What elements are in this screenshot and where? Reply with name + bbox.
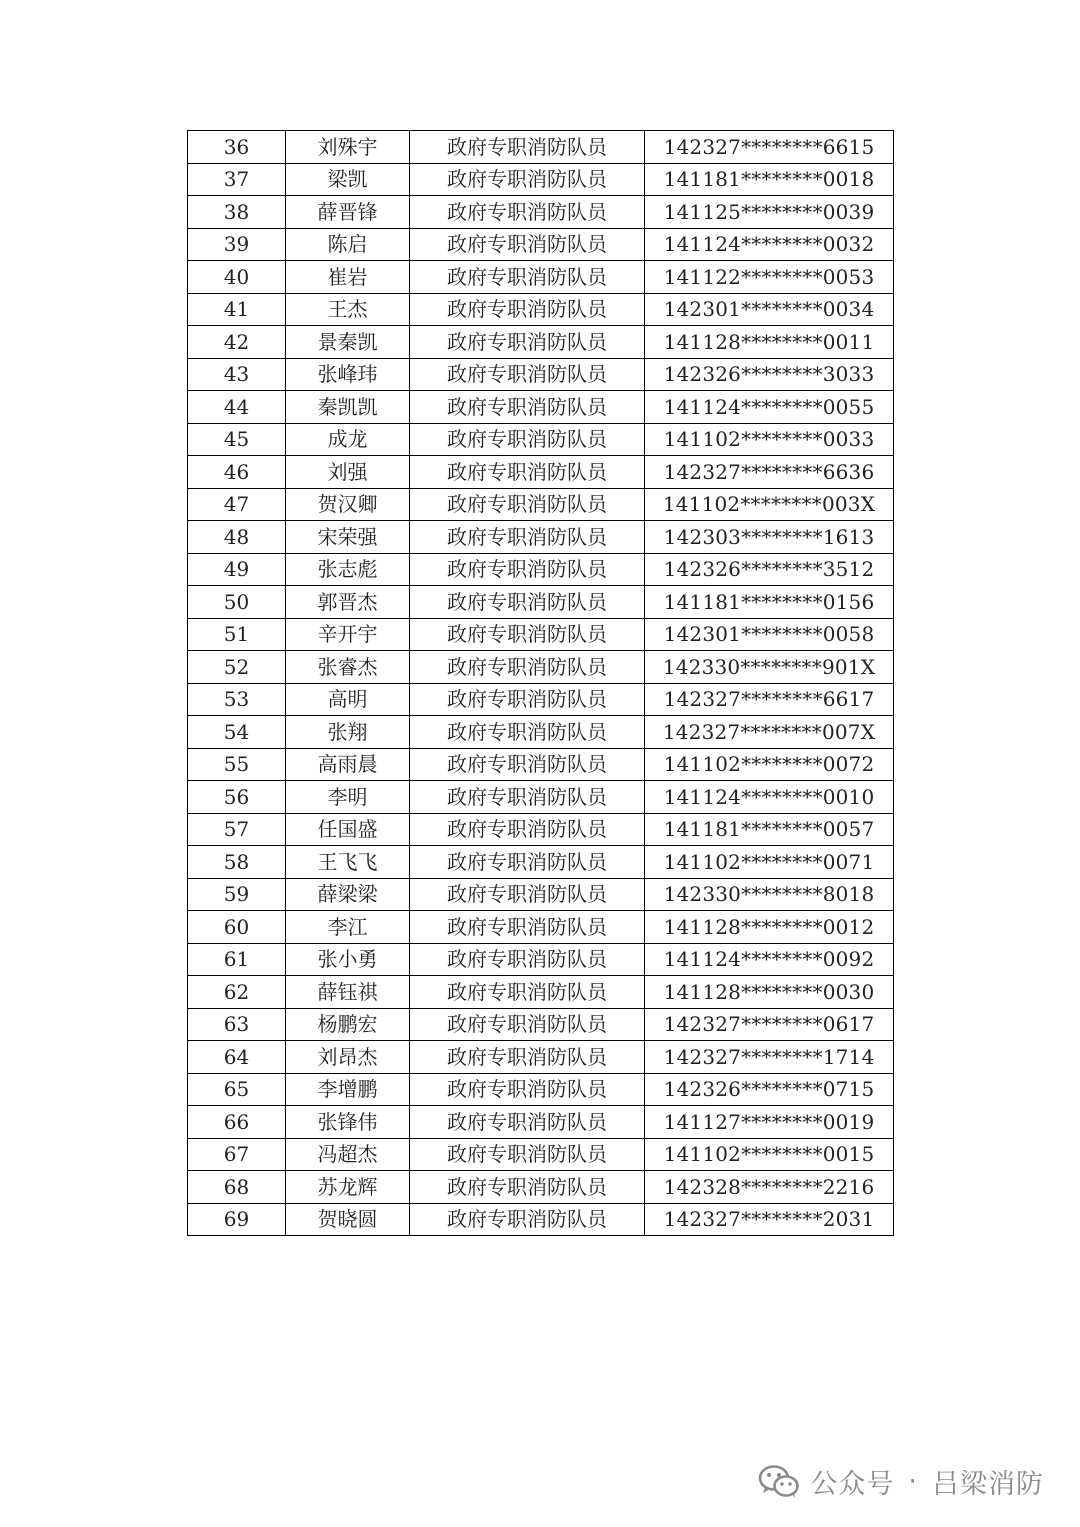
- member-id-number: 142328********2216: [645, 1171, 894, 1204]
- member-id-number: 141128********0011: [645, 326, 894, 359]
- member-id-number: 141102********0072: [645, 748, 894, 781]
- member-name: 薛梁梁: [286, 878, 410, 911]
- table-row: [188, 781, 894, 814]
- member-role: 政府专职消防队员: [410, 651, 645, 684]
- member-role: 政府专职消防队员: [410, 846, 645, 879]
- row-number: 63: [188, 1008, 286, 1041]
- member-id-number: 142301********0034: [645, 293, 894, 326]
- member-name: 苏龙辉: [286, 1171, 410, 1204]
- watermark-separator: ·: [908, 1466, 918, 1497]
- row-number: 53: [188, 683, 286, 716]
- member-name: 崔岩: [286, 261, 410, 294]
- member-name: 秦凯凯: [286, 391, 410, 424]
- member-role: 政府专职消防队员: [410, 911, 645, 944]
- roster-table: [187, 130, 894, 1236]
- table-row: [188, 683, 894, 716]
- table-row: [188, 228, 894, 261]
- member-name: 高雨晨: [286, 748, 410, 781]
- member-id-number: 142327********007X: [645, 716, 894, 749]
- row-number: 64: [188, 1041, 286, 1074]
- member-role: 政府专职消防队员: [410, 326, 645, 359]
- member-id-number: 142330********901X: [645, 651, 894, 684]
- row-number: 62: [188, 976, 286, 1009]
- table-row: [188, 586, 894, 619]
- member-name: 李增鹏: [286, 1073, 410, 1106]
- table-row: [188, 911, 894, 944]
- member-name: 杨鹏宏: [286, 1008, 410, 1041]
- row-number: 59: [188, 878, 286, 911]
- member-id-number: 142327********6636: [645, 456, 894, 489]
- member-id-number: 141127********0019: [645, 1106, 894, 1139]
- row-number: 44: [188, 391, 286, 424]
- member-role: 政府专职消防队员: [410, 1106, 645, 1139]
- table-row: [188, 1203, 894, 1236]
- member-name: 张小勇: [286, 943, 410, 976]
- member-id-number: 141181********0057: [645, 813, 894, 846]
- member-id-number: 141181********0018: [645, 163, 894, 196]
- member-id-number: 141102********0015: [645, 1138, 894, 1171]
- member-id-number: 142303********1613: [645, 521, 894, 554]
- member-role: 政府专职消防队员: [410, 488, 645, 521]
- member-id-number: 142327********0617: [645, 1008, 894, 1041]
- member-id-number: 141124********0010: [645, 781, 894, 814]
- member-role: 政府专职消防队员: [410, 748, 645, 781]
- roster-table-body: [188, 131, 894, 1236]
- row-number: 60: [188, 911, 286, 944]
- row-number: 50: [188, 586, 286, 619]
- table-row: [188, 196, 894, 229]
- member-id-number: 142326********0715: [645, 1073, 894, 1106]
- member-id-number: 142327********1714: [645, 1041, 894, 1074]
- table-row: [188, 748, 894, 781]
- member-id-number: 141124********0032: [645, 228, 894, 261]
- row-number: 67: [188, 1138, 286, 1171]
- row-number: 46: [188, 456, 286, 489]
- member-id-number: 142326********3512: [645, 553, 894, 586]
- table-row: [188, 1073, 894, 1106]
- member-role: 政府专职消防队员: [410, 293, 645, 326]
- member-id-number: 141102********0033: [645, 423, 894, 456]
- member-name: 王飞飞: [286, 846, 410, 879]
- member-id-number: 141181********0156: [645, 586, 894, 619]
- member-role: 政府专职消防队员: [410, 1203, 645, 1236]
- table-row: [188, 651, 894, 684]
- member-name: 刘殊宇: [286, 131, 410, 164]
- row-number: 49: [188, 553, 286, 586]
- row-number: 56: [188, 781, 286, 814]
- table-row: [188, 293, 894, 326]
- wechat-icon: [758, 1464, 800, 1500]
- row-number: 57: [188, 813, 286, 846]
- member-name: 张睿杰: [286, 651, 410, 684]
- member-name: 张锋伟: [286, 1106, 410, 1139]
- member-name: 任国盛: [286, 813, 410, 846]
- table-row: [188, 618, 894, 651]
- row-number: 36: [188, 131, 286, 164]
- member-role: 政府专职消防队员: [410, 716, 645, 749]
- member-name: 梁凯: [286, 163, 410, 196]
- table-row: [188, 716, 894, 749]
- member-name: 贺晓圆: [286, 1203, 410, 1236]
- row-number: 43: [188, 358, 286, 391]
- table-row: [188, 423, 894, 456]
- member-role: 政府专职消防队员: [410, 521, 645, 554]
- table-row: [188, 553, 894, 586]
- row-number: 45: [188, 423, 286, 456]
- row-number: 39: [188, 228, 286, 261]
- row-number: 54: [188, 716, 286, 749]
- table-row: [188, 326, 894, 359]
- watermark-label: 公众号: [810, 1469, 895, 1500]
- member-role: 政府专职消防队员: [410, 1008, 645, 1041]
- member-role: 政府专职消防队员: [410, 261, 645, 294]
- member-name: 刘强: [286, 456, 410, 489]
- row-number: 47: [188, 488, 286, 521]
- member-id-number: 142327********2031: [645, 1203, 894, 1236]
- table-row: [188, 488, 894, 521]
- member-id-number: 141125********0039: [645, 196, 894, 229]
- member-role: 政府专职消防队员: [410, 228, 645, 261]
- member-name: 成龙: [286, 423, 410, 456]
- row-number: 68: [188, 1171, 286, 1204]
- member-id-number: 142330********8018: [645, 878, 894, 911]
- member-name: 李明: [286, 781, 410, 814]
- member-name: 张峰玮: [286, 358, 410, 391]
- member-role: 政府专职消防队员: [410, 358, 645, 391]
- row-number: 52: [188, 651, 286, 684]
- member-role: 政府专职消防队员: [410, 683, 645, 716]
- member-id-number: 141124********0055: [645, 391, 894, 424]
- row-number: 48: [188, 521, 286, 554]
- table-row: [188, 813, 894, 846]
- table-row: [188, 1041, 894, 1074]
- row-number: 38: [188, 196, 286, 229]
- member-role: 政府专职消防队员: [410, 1073, 645, 1106]
- watermark: [758, 1462, 1044, 1501]
- row-number: 61: [188, 943, 286, 976]
- member-role: 政府专职消防队员: [410, 391, 645, 424]
- member-id-number: 141128********0030: [645, 976, 894, 1009]
- member-role: 政府专职消防队员: [410, 456, 645, 489]
- member-role: 政府专职消防队员: [410, 976, 645, 1009]
- table-row: [188, 846, 894, 879]
- member-role: 政府专职消防队员: [410, 196, 645, 229]
- member-role: 政府专职消防队员: [410, 163, 645, 196]
- row-number: 66: [188, 1106, 286, 1139]
- row-number: 41: [188, 293, 286, 326]
- member-role: 政府专职消防队员: [410, 943, 645, 976]
- row-number: 42: [188, 326, 286, 359]
- member-name: 郭晋杰: [286, 586, 410, 619]
- member-id-number: 142327********6615: [645, 131, 894, 164]
- row-number: 69: [188, 1203, 286, 1236]
- table-row: [188, 1138, 894, 1171]
- member-role: 政府专职消防队员: [410, 618, 645, 651]
- table-row: [188, 1171, 894, 1204]
- table-row: [188, 358, 894, 391]
- member-name: 李江: [286, 911, 410, 944]
- member-name: 景秦凯: [286, 326, 410, 359]
- member-id-number: 141124********0092: [645, 943, 894, 976]
- member-name: 薛钰祺: [286, 976, 410, 1009]
- table-row: [188, 456, 894, 489]
- member-id-number: 141102********003X: [645, 488, 894, 521]
- member-id-number: 142327********6617: [645, 683, 894, 716]
- row-number: 40: [188, 261, 286, 294]
- member-id-number: 142326********3033: [645, 358, 894, 391]
- member-name: 宋荣强: [286, 521, 410, 554]
- member-role: 政府专职消防队员: [410, 1138, 645, 1171]
- member-role: 政府专职消防队员: [410, 1171, 645, 1204]
- member-role: 政府专职消防队员: [410, 553, 645, 586]
- watermark-account: 吕梁消防: [932, 1469, 1044, 1500]
- member-name: 高明: [286, 683, 410, 716]
- member-name: 王杰: [286, 293, 410, 326]
- member-name: 薛晋锋: [286, 196, 410, 229]
- member-name: 陈启: [286, 228, 410, 261]
- member-name: 贺汉卿: [286, 488, 410, 521]
- row-number: 55: [188, 748, 286, 781]
- row-number: 65: [188, 1073, 286, 1106]
- member-name: 刘昂杰: [286, 1041, 410, 1074]
- table-row: [188, 1106, 894, 1139]
- table-row: [188, 163, 894, 196]
- table-row: [188, 943, 894, 976]
- member-id-number: 142301********0058: [645, 618, 894, 651]
- member-name: 张翔: [286, 716, 410, 749]
- member-role: 政府专职消防队员: [410, 878, 645, 911]
- table-row: [188, 1008, 894, 1041]
- member-role: 政府专职消防队员: [410, 1041, 645, 1074]
- member-role: 政府专职消防队员: [410, 423, 645, 456]
- member-role: 政府专职消防队员: [410, 586, 645, 619]
- table-row: [188, 976, 894, 1009]
- member-role: 政府专职消防队员: [410, 813, 645, 846]
- table-row: [188, 131, 894, 164]
- member-role: 政府专职消防队员: [410, 131, 645, 164]
- table-row: [188, 261, 894, 294]
- row-number: 37: [188, 163, 286, 196]
- member-id-number: 141122********0053: [645, 261, 894, 294]
- member-id-number: 141102********0071: [645, 846, 894, 879]
- member-role: 政府专职消防队员: [410, 781, 645, 814]
- member-id-number: 141128********0012: [645, 911, 894, 944]
- row-number: 58: [188, 846, 286, 879]
- table-row: [188, 521, 894, 554]
- table-row: [188, 878, 894, 911]
- row-number: 51: [188, 618, 286, 651]
- member-name: 张志彪: [286, 553, 410, 586]
- table-row: [188, 391, 894, 424]
- member-name: 冯超杰: [286, 1138, 410, 1171]
- member-name: 辛开宇: [286, 618, 410, 651]
